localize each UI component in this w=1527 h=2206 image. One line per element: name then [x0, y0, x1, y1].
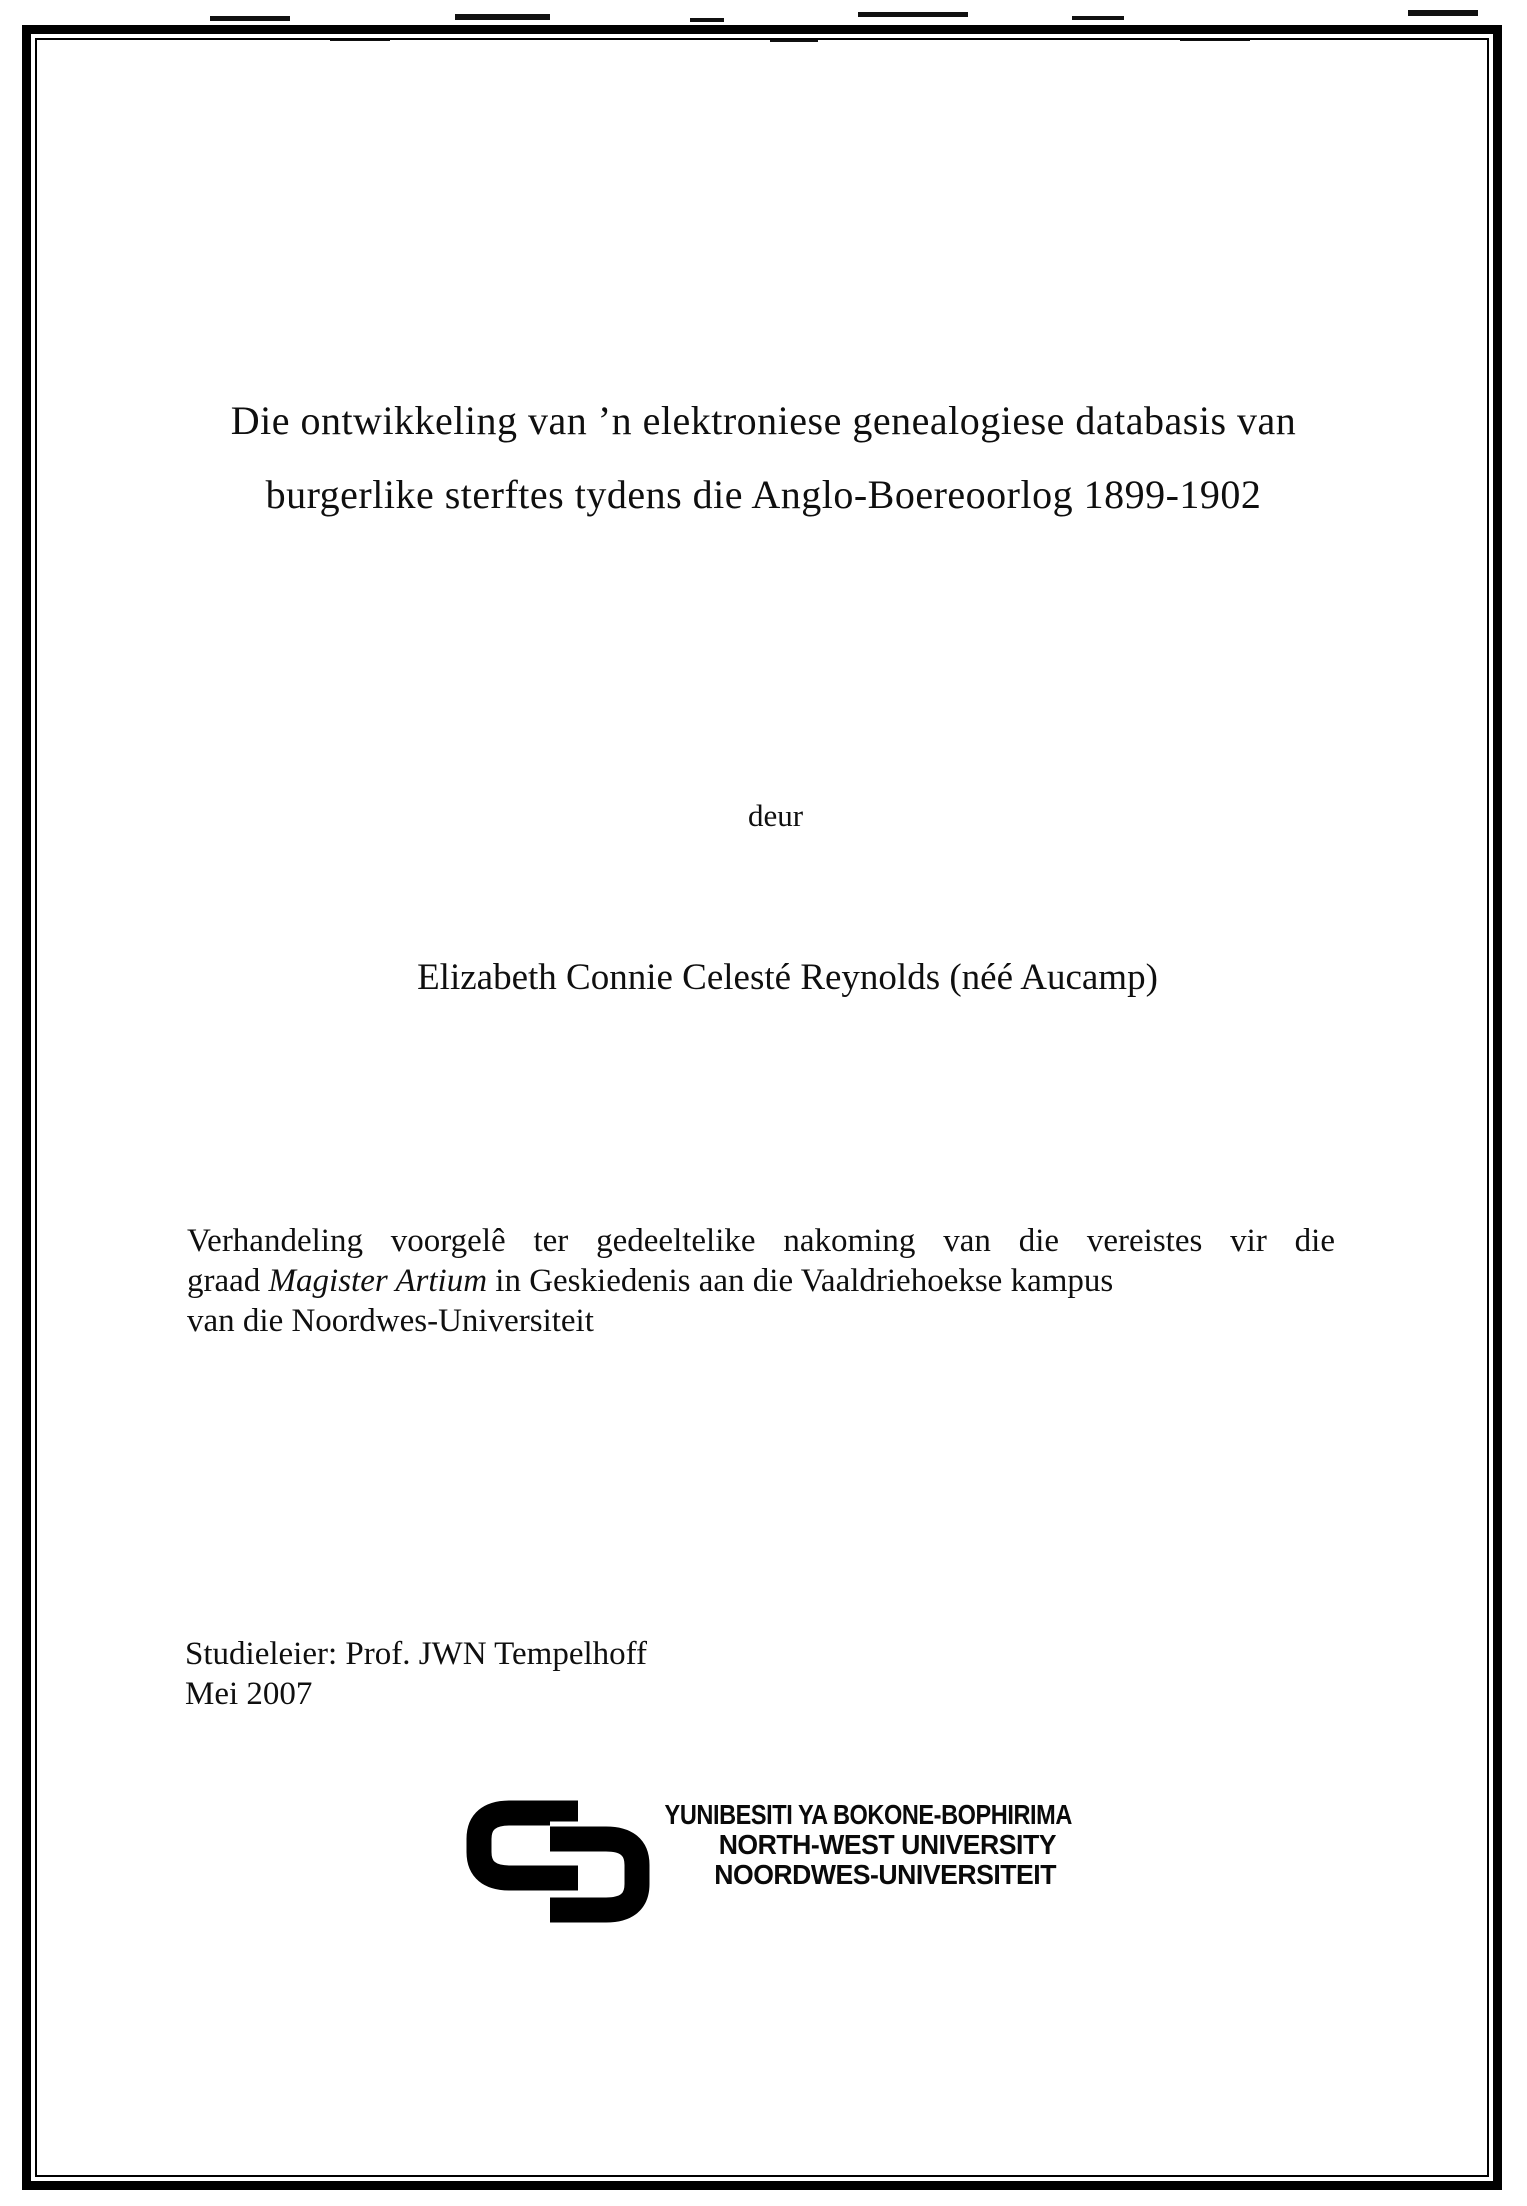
- statement-line3: van die Noordwes-Universiteit: [187, 1303, 594, 1339]
- degree-name: Magister Artium: [268, 1263, 488, 1299]
- scan-artifact: [210, 16, 290, 21]
- scan-artifact: [1072, 16, 1124, 20]
- supervisor-line: Studieleier: Prof. JWN Tempelhoff: [185, 1636, 648, 1672]
- wordmark-line2: NORTH-WEST UNIVERSITY: [718, 1829, 1056, 1860]
- wordmark-line3: NOORDWES-UNIVERSITEIT: [714, 1859, 1056, 1890]
- university-wordmark: [590, 1799, 1072, 1890]
- supervisor-block: [185, 1634, 1085, 1714]
- submission-statement: [187, 1221, 1335, 1341]
- statement-line2-post: in Geskiedenis aan die Vaaldriehoekse kampus: [487, 1263, 1114, 1299]
- author-name: Elizabeth Connie Celesté Reynolds (néé Aucamp): [417, 957, 1158, 998]
- scan-artifact: [690, 18, 724, 22]
- date-line: Mei 2007: [185, 1676, 313, 1712]
- statement-line1: Verhandeling voorgelê ter gedeeltelike nakoming van die vereistes vir die: [187, 1223, 1335, 1259]
- thesis-title-line1: Die ontwikkeling van ’n elektroniese genealogiese databasis van: [230, 398, 1297, 443]
- scan-artifact: [455, 14, 550, 20]
- thesis-title-line2: burgerlike sterftes tydens die Anglo-Boereoorlog 1899-1902: [265, 472, 1262, 517]
- scan-artifact: [858, 12, 968, 17]
- byline-deur: deur: [747, 798, 804, 833]
- statement-line2-pre: graad: [187, 1263, 269, 1299]
- wordmark-line1: YUNIBESITI YA BOKONE-BOPHIRIMA: [664, 1799, 1072, 1830]
- thesis-title: [0, 384, 1527, 532]
- statement-line2: [187, 1261, 1335, 1301]
- scan-artifact: [1408, 10, 1478, 16]
